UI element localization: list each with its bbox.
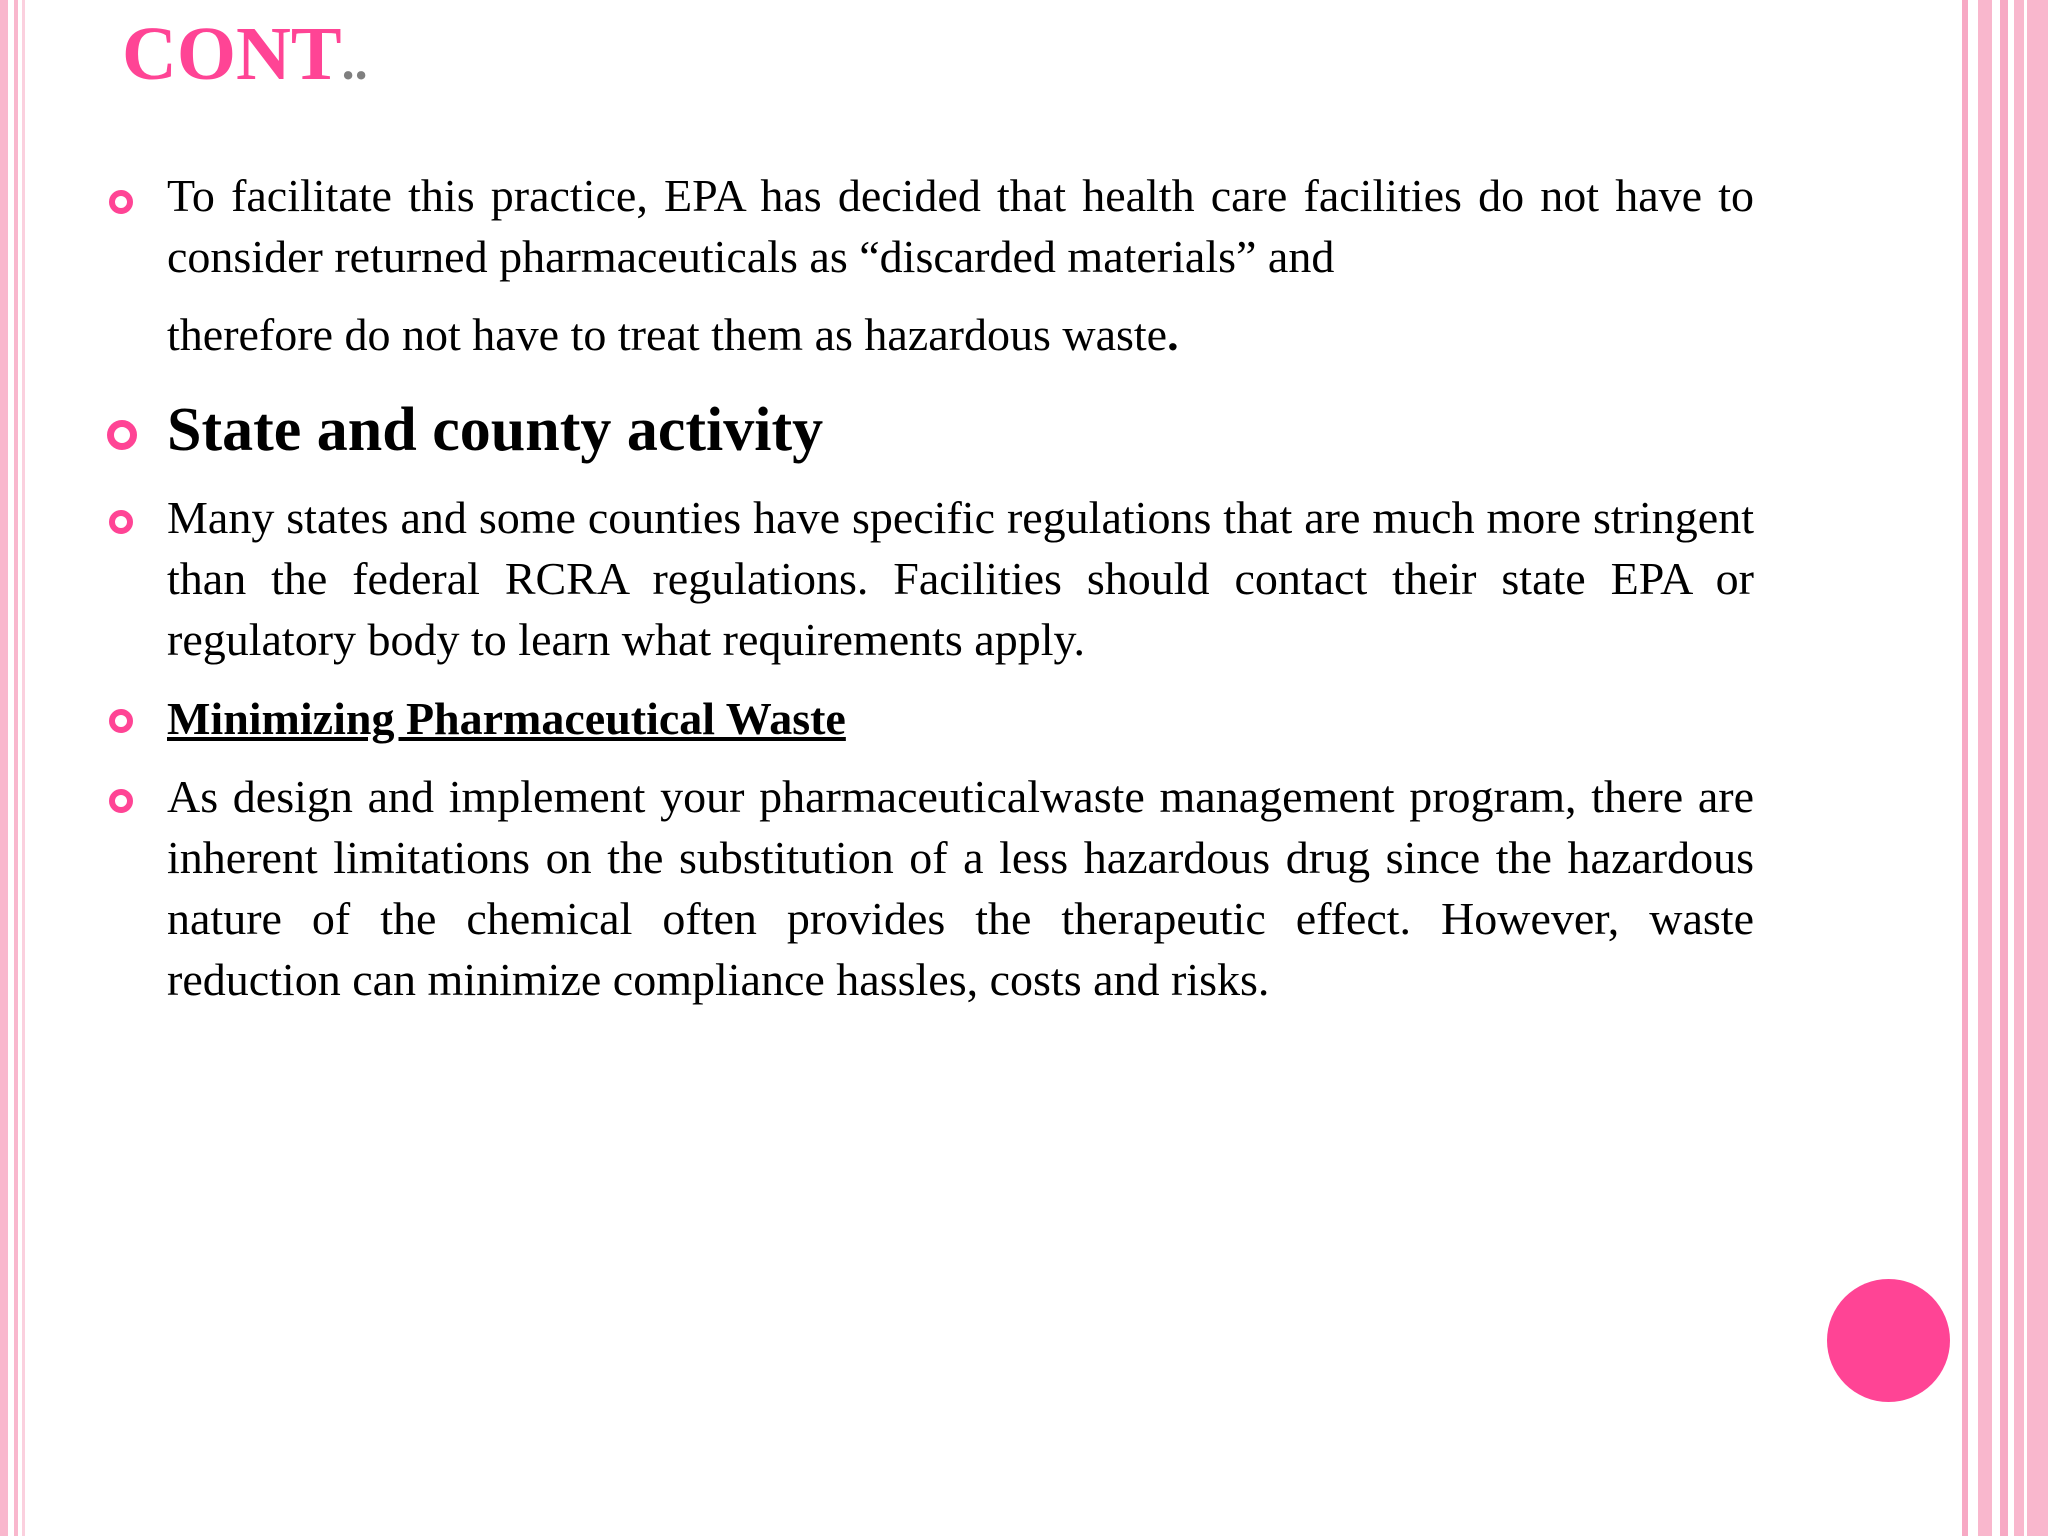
right-border-stripe — [1962, 0, 1968, 1536]
bullet-last-line-text: therefore do not have to treat them as hazardous waste — [167, 309, 1168, 360]
left-border-stripe — [14, 0, 18, 1536]
bullet-text: As design and implement your pharmaceuticalwaste management program, there are inherent limitations on the substitution of a less hazardous drug since the hazardous nature of the chemical often provides the therapeutic effect. However, waste reduction can minimize compliance hassles, costs and risks. — [167, 771, 1754, 1005]
right-border-stripe — [1978, 0, 1992, 1536]
title-dots: .. — [341, 34, 368, 91]
ring-bullet-icon — [107, 420, 137, 450]
section-heading-state-county: State and county activity — [167, 396, 824, 464]
ring-bullet-icon — [109, 190, 133, 214]
ring-bullet-icon — [109, 709, 133, 733]
title-text: CONT — [122, 12, 342, 96]
section-heading-minimizing: Minimizing Pharmaceutical Waste — [167, 693, 846, 744]
bullet-end-punctuation: . — [1167, 309, 1179, 360]
ring-bullet-icon — [109, 789, 133, 813]
bullet-text — [167, 165, 1754, 365]
right-border-gap — [2024, 0, 2027, 1536]
left-border-stripe — [22, 0, 25, 1536]
bullet-text-last-line — [167, 304, 1754, 365]
pink-circle-icon — [1827, 1279, 1950, 1402]
right-border-stripe — [2014, 0, 2048, 1536]
slide-title — [122, 8, 368, 109]
bullet-text-lines: To facilitate this practice, EPA has decided that health care facilities do not have to consider returned pharmaceuticals as “discarded materials” and — [167, 170, 1754, 282]
right-border-stripe — [2000, 0, 2008, 1536]
left-border-stripe — [0, 0, 8, 1536]
ring-bullet-icon — [109, 510, 133, 534]
bullet-text: Many states and some counties have specific regulations that are much more stringent than the federal RCRA regulations. Facilities should contact their state EPA or regulatory body to learn what requirements apply. — [167, 492, 1754, 665]
